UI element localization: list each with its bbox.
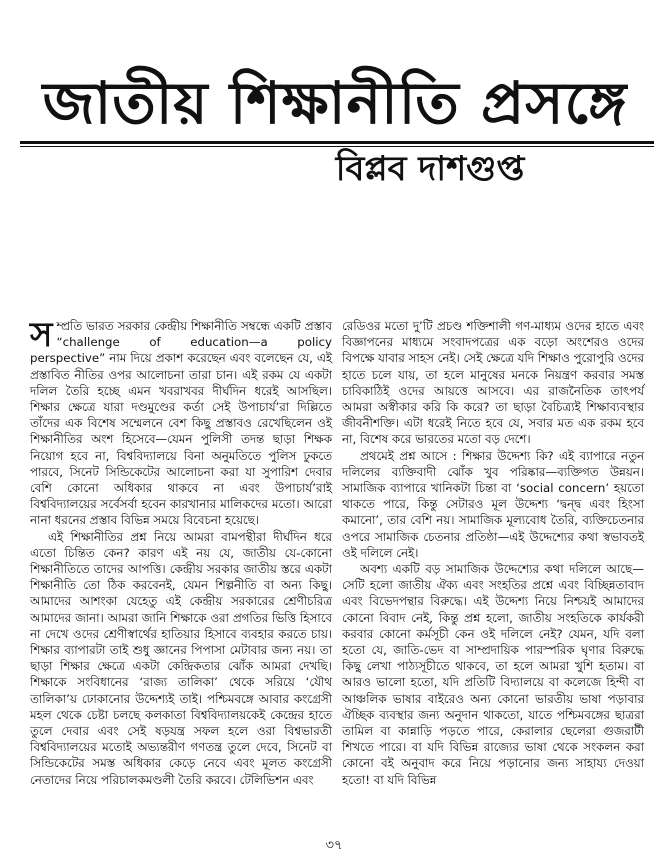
paragraph: প্রথমেই প্রশ্ন আসে : শিক্ষার উদ্দেশ্য কি? এই ব্যাপারে নতুন দলিলের ব্যক্তিবাদী ঝোঁক খুব পরিষ্কার—ব্যক্তিগত উন্নয়ন। সামাজিক ব্যাপারে খানিকটা চিন্তা বা ‘social concern’ হয়তো থাকতে পারে, কিন্তু সেটারও মূল উদ্দেশ্য ‘দ্বন্দ্ব এবং হিংসা কমানো’, তার বেশি নয়। সামাজিক মূল্যবোধ তৈরি, ব্যক্তিচেতনার ওপরে সামাজিক চেতনার প্রতিষ্ঠা—এই উদ্দেশ্যের কথা স্বভাবতই ওই দলিলে নেই। xyxy=(342,448,644,560)
drop-cap: স xyxy=(30,315,53,355)
paragraph xyxy=(30,315,332,529)
title-rule-thick xyxy=(20,141,654,144)
left-column xyxy=(30,315,332,788)
title-rule-thin xyxy=(20,146,654,147)
paragraph: রেডিওর মতো দু’টি প্রচণ্ড শক্তিশালী গণ-মাধ্যম ওদের হাতে এবং বিজ্ঞাপনের মাধ্যমে সংবাদপত্রের এক বড়ো অংশেরও ওদের বিপক্ষে যাবার সাহস নেই। সেই ক্ষেত্রে যদি শিক্ষাও পুরোপুরি ওদের হাতে চলে যায়, তা হলে মানুষের মনকে নিয়ন্ত্রণ করবার সমস্ত চাবিকাঠিই ওদের আয়ত্তে আসবে। এর রাজনৈতিক তাৎপর্য আমরা অস্বীকার করি কি করে? তা ছাড়া বৈচিত্র্যই শিক্ষাব্যবস্থার জীবনীশক্তি। এটা ধরেই নিতে হবে যে, সবার মত এক রকম হবে না, বিশেষ করে ভারতের মতো বড় দেশে। xyxy=(342,319,644,447)
paragraph: এই শিক্ষানীতির প্রশ্ন নিয়ে আমরা বামপন্থীরা দীর্ঘদিন ধরে এতো চিন্তিত কেন? কারণ এই নয় যে, জাতীয় যে-কোনো শিক্ষানীতিতে তাদের আপত্তি। কেন্দ্রীয় সরকার জাতীয় স্তরে একটা শিক্ষানীতি তো ঠিক করবেনই, যেমন শিল্পনীতি বা অন্য কিছু। আমাদের আশংকা যেহেতু এই কেন্দ্রীয় সরকারের শ্রেণীচরিত্র আমাদের জানা। আমরা জানি শিক্ষাকে ওরা প্রগতির ভিত্তি হিসাবে না দেখে ওদের শ্রেণীস্বার্থের হাতিয়ার হিসাবে ব্যবহার করতে চায়। শিক্ষার ব্যাপারটা তাই শুধু জ্ঞানের পিপাসা মেটাবার জন্য নয়। তা ছাড়া শিক্ষার ক্ষেত্রে একটা কেন্দ্রিকতার ঝোঁক আমরা দেখছি। শিক্ষাকে সংবিধানের ‘রাজ্য তালিকা’ থেকে সরিয়ে ‘যৌথ তালিকা’য় ঢোকানোর উদ্দেশ্যই তাই। পশ্চিমবঙ্গে আবার কংগ্রেসী মহল থেকে চেষ্টা চলছে কলকাতা বিশ্ববিদ্যালয়কেই কেন্দ্রের হাতে তুলে দেবার এবং সেই ষড়যন্ত্র সফল হলে ওরা বিশ্বভারতী বিশ্ববিদ্যালয়ের মতোই অভ্যন্তরীণ গণতন্ত্র তুলে দেবে, সিনেট বা সিন্ডিকেটের সমস্ত অধিকার কেড়ে নেবে এবং মূলত কংগ্রেসী নেতাদের নিয়ে পরিচালকমণ্ডলী তৈরি করবে। টেলিভিশন এবং xyxy=(30,529,332,787)
author-name: বিপ্লব দাশগুপ্ত xyxy=(335,149,525,189)
paragraph: অবশ্য একটি বড় সামাজিক উদ্দেশ্যের কথা দলিলে আছে—সেটি হলো জাতীয় ঐক্য এবং সংহতির প্রশ্নে এবং বিচ্ছিন্নতাবাদ এবং বিভেদপন্থার বিরুদ্ধে। এই উদ্দেশ্য নিয়ে নিশ্চয়ই আমাদের কোনো বিবাদ নেই, কিন্তু প্রশ্ন হলো, জাতীয় সংহতিকে কার্যকরী করবার কোনো কর্মসূচী কেন ওই দলিলে নেই? যেমন, যদি বলা হতো যে, জাতি-ভেদ বা সাম্প্রদায়িক পারস্পরিক ঘৃণার বিরুদ্ধে কিছু লেখা পাঠ্যসূচীতে থাকবে, তা হলে আমরা খুশি হতাম। বা আরও ভালো হতো, যদি প্রতিটি বিদ্যালয়ে বা কলেজে হিন্দী বা আঞ্চলিক ভাষার বাইরেও অন্য কোনো ভারতীয় ভাষা পড়াবার ঐচ্ছিক ব্যবস্থার জন্য অনুদান থাকতো, যাতে পশ্চিমবঙ্গের ছাত্ররা তামিল বা কান্নাড়ি পড়তে পারে, কেরালার ছেলেরা গুজরাটী শিখতে পারে। বা যদি বিভিন্ন রাজ্যের ভাষা থেকে সংকলন করা কোনো বই অনুবাদ করে নিয়ে পড়ানোর জন্য সাহায্য দেওয়া হতো! বা যদি বিভিন্ন xyxy=(342,562,644,787)
page-number: ৩৭ xyxy=(325,838,343,853)
article-title: জাতীয় শিক্ষানীতি প্রসঙ্গে xyxy=(42,69,628,137)
right-column xyxy=(342,318,644,788)
paragraph-text: ম্প্রতি ভারত সরকার কেন্দ্রীয় শিক্ষানীতি সম্বন্ধে একটি প্রস্তাব “challenge of education—a policy perspective” নাম দিয়ে প্রকাশ করেছেন এবং বলেছেন যে, এই প্রস্তাবিত নীতির ওপর আলোচনা তারা চান। এই রকম যে একটা দলিল তৈরি হচ্ছে এমন খবরাখবর দীর্ঘদিন ধরেই আসছিল। শিক্ষার ক্ষেত্রে যারা দণ্ডমুণ্ডের কর্তা সেই উপাচার্য’রা দিল্লিতে তাঁদের এক বিশেষ সম্মেলনে বেশ কিছু প্রস্তাবও রেখেছিলেন ওই শিক্ষানীতির অংশ হিসেবে—যেমন পুলিসী তদন্ত ছাড়া শিক্ষক নিয়োগ হবে না, বিশ্ববিদ্যালয়ে বিনা অনুমতিতে পুলিস ঢুকতে পারবে, সিনেট সিন্ডিকেটের আলোচনা করা যা সুপারিশ দেবার বেশি কোনো অধিকার থাকবে না এবং উপাচার্য’রাই বিশ্ববিদ্যালয়ের সর্বেসর্বা হবেন কারখানার মালিকদের মতো। আরো নানা ধরনের প্রস্তাব বিভিন্ন সময়ে বিবেচনা হয়েছে। xyxy=(30,319,332,528)
